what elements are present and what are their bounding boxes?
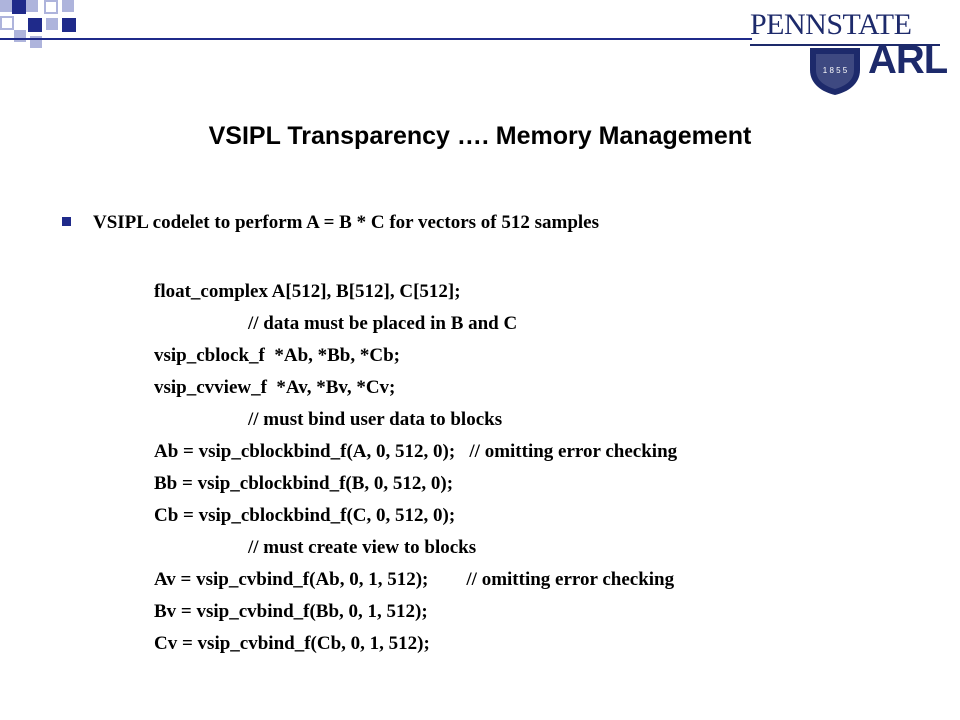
logo-years: 1 8 5 5 [822, 66, 848, 75]
logo-wordmark: PENNSTATE [750, 8, 912, 41]
penn-state-arl-logo [750, 6, 950, 102]
decor-square [26, 0, 38, 12]
code-line: Ab = vsip_cblockbind_f(A, 0, 512, 0); // omitting error checking [154, 441, 678, 462]
code-comment: // must bind user data to blocks [248, 409, 503, 430]
decor-square [0, 16, 14, 30]
page-title: VSIPL Transparency …. Memory Management [208, 122, 752, 150]
code-line: Cb = vsip_cblockbind_f(C, 0, 512, 0); [154, 505, 456, 526]
bullet-square-icon [62, 217, 71, 226]
header-rule [0, 38, 752, 40]
code-line: vsip_cvview_f *Av, *Bv, *Cv; [154, 377, 396, 398]
decor-square [62, 0, 74, 12]
bullet-text: VSIPL codelet to perform A = B * C for vectors of 512 samples [93, 212, 599, 233]
code-line: vsip_cblock_f *Ab, *Bb, *Cb; [154, 345, 400, 366]
decor-square [0, 0, 12, 12]
code-line: Bb = vsip_cblockbind_f(B, 0, 512, 0); [154, 473, 454, 494]
decor-square [44, 0, 58, 14]
decor-square [62, 18, 76, 32]
code-comment: // data must be placed in B and C [248, 313, 518, 334]
decor-square [12, 0, 26, 14]
code-comment: // must create view to blocks [248, 537, 477, 558]
code-line: Cv = vsip_cvbind_f(Cb, 0, 1, 512); [154, 633, 430, 654]
decor-square [46, 18, 58, 30]
logo-org: ARL [868, 38, 948, 82]
shield-icon [806, 46, 864, 96]
decor-square [14, 30, 26, 42]
decor-square [28, 18, 42, 32]
code-line: Bv = vsip_cvbind_f(Bb, 0, 1, 512); [154, 601, 428, 622]
code-line: float_complex A[512], B[512], C[512]; [154, 281, 461, 302]
code-line: Av = vsip_cvbind_f(Ab, 0, 1, 512); // omitting error checking [154, 569, 675, 590]
